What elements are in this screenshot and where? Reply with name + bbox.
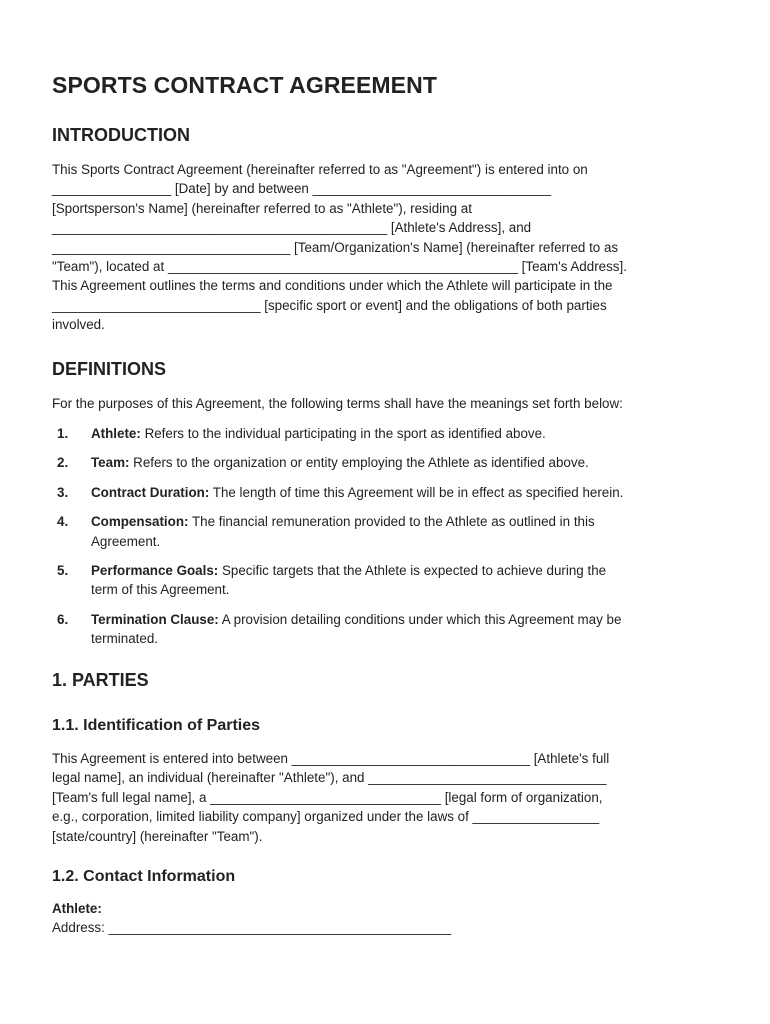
definitions-intro: For the purposes of this Agreement, the following terms shall have the meanings set forth below: (52, 396, 623, 411)
definition-item (52, 483, 732, 502)
identification-heading: 1.1. Identification of Parties (52, 717, 261, 734)
definition-term: Compensation: (91, 514, 189, 530)
definition-number: 6. (57, 611, 69, 627)
definition-text-continued: terminated. (91, 631, 158, 647)
definition-number: 2. (57, 455, 69, 471)
contact-heading: 1.2. Contact Information (52, 868, 236, 885)
definition-term: Performance Goals: (91, 563, 219, 579)
introduction-line: "Team"), located at _______________________________________________ [Team's Address]. (52, 259, 627, 275)
identification-line: [Team's full legal name], a _______________________________ [legal form of organization, (52, 789, 603, 805)
contact-block (52, 899, 732, 938)
identification-line: This Agreement is entered into between ________________________________ [Athlete's full (52, 751, 610, 766)
identification-paragraph (52, 749, 732, 846)
definition-text: A provision detailing conditions under which this Agreement may be (218, 611, 622, 627)
parties-heading: 1. PARTIES (52, 670, 149, 690)
identification-line: e.g., corporation, limited liability company] organized under the laws of _________________ (52, 809, 600, 825)
definition-term: Termination Clause: (91, 611, 219, 627)
introduction-line: ________________ [Date] by and between ________________________________ (52, 181, 551, 197)
definitions-list (52, 424, 732, 659)
definition-term: Contract Duration: (91, 484, 210, 500)
definition-term: Team: (91, 455, 130, 471)
definition-item (52, 561, 732, 600)
definition-text: Refers to the individual participating in the sport as identified above. (140, 426, 546, 441)
definition-number: 5. (57, 563, 69, 579)
introduction-line: involved. (52, 317, 105, 333)
introduction-line: _____________________________________________ [Athlete's Address], and (52, 220, 532, 236)
definition-item (52, 424, 732, 443)
definition-number: 4. (57, 514, 69, 530)
definition-text-continued: term of this Agreement. (91, 582, 230, 598)
definition-text-continued: Agreement. (91, 533, 161, 549)
definition-number: 3. (57, 484, 69, 500)
definition-term: Athlete: (91, 426, 141, 441)
document-title: SPORTS CONTRACT AGREEMENT (52, 72, 437, 98)
definition-item (52, 610, 732, 649)
definition-item (52, 453, 732, 472)
introduction-heading: INTRODUCTION (52, 125, 190, 145)
definition-text: The financial remuneration provided to the Athlete as outlined in this (188, 514, 595, 530)
athlete-address-line: Address: ______________________________________________ (52, 920, 452, 936)
definition-text: Specific targets that the Athlete is expected to achieve during the (218, 563, 607, 579)
introduction-line: ____________________________ [specific sport or event] and the obligations of both parties (52, 297, 607, 313)
definition-item (52, 512, 732, 551)
introduction-line: ________________________________ [Team/Organization's Name] (hereinafter referred to as (52, 239, 619, 255)
introduction-line: This Agreement outlines the terms and conditions under which the Athlete will participate in the (52, 278, 613, 294)
introduction-paragraph (52, 160, 732, 335)
introduction-line: This Sports Contract Agreement (hereinafter referred to as "Agreement") is entered into on (52, 162, 588, 177)
athlete-label: Athlete: (52, 901, 102, 916)
identification-line: [state/country] (hereinafter "Team"). (52, 828, 263, 844)
definitions-heading: DEFINITIONS (52, 359, 167, 379)
definition-number: 1. (57, 426, 69, 441)
identification-line: legal name], an individual (hereinafter "Athlete"), and ________________________________ (52, 770, 607, 786)
definition-text: The length of time this Agreement will be in effect as specified herein. (209, 484, 624, 500)
definition-text: Refers to the organization or entity employing the Athlete as identified above. (129, 455, 589, 471)
introduction-line: [Sportsperson's Name] (hereinafter referred to as "Athlete"), residing at (52, 200, 472, 216)
